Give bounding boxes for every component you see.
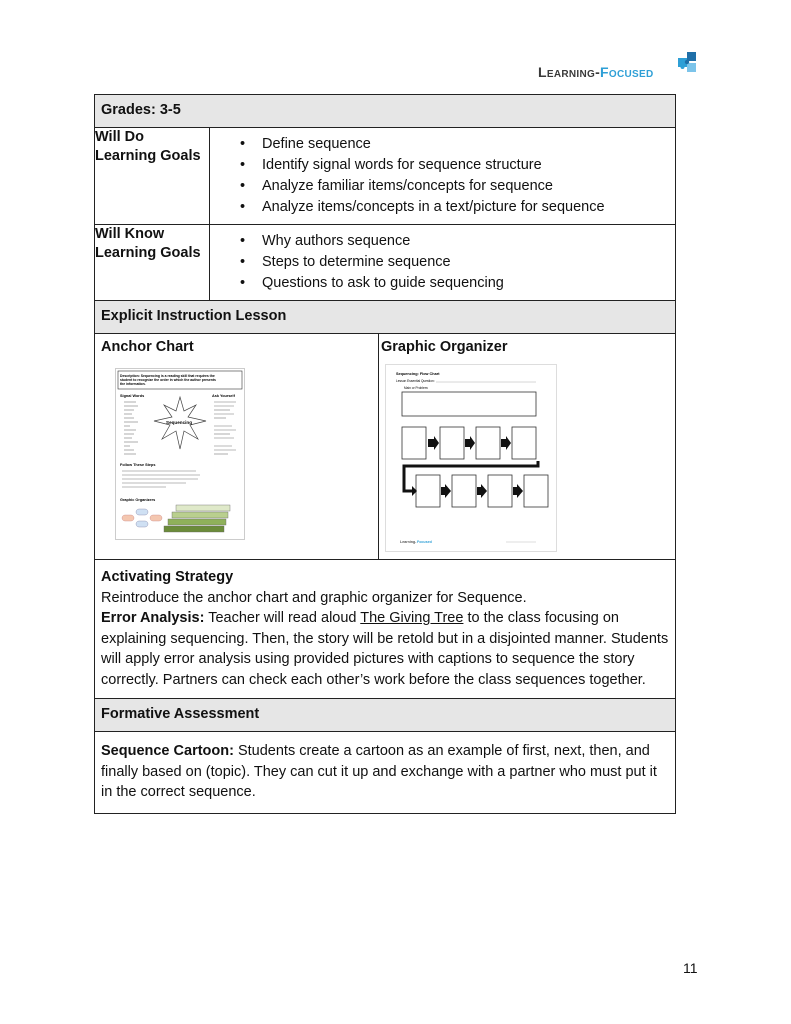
will-know-label bbox=[95, 225, 210, 301]
error-analysis-text-b: to the class focusing on explaining sequencing. Then, the story will be retold but in a disjointed manner. Students will apply error analysis using provided pictures with captions to sequence the story correctly. Partners can check each other’s work before the class sequences together. bbox=[101, 610, 669, 688]
svg-text:Lesson Essential Question:: Lesson Essential Question: bbox=[396, 379, 435, 383]
will-know-label-line1: Will Know bbox=[95, 226, 165, 242]
explicit-instruction-header bbox=[95, 301, 676, 334]
book-title: The Giving Tree bbox=[360, 610, 464, 626]
svg-text:Sequencing: Flow Chart: Sequencing: Flow Chart bbox=[396, 372, 440, 376]
list-item: • Analyze items/concepts in a text/picture for sequence bbox=[240, 197, 675, 218]
list-item: • Steps to determine sequence bbox=[240, 252, 675, 273]
svg-text:Follow These Steps: Follow These Steps bbox=[120, 463, 156, 467]
logo-part1: Learning bbox=[538, 64, 596, 80]
graphic-organizer-title: Graphic Organizer bbox=[381, 339, 508, 355]
will-know-list bbox=[210, 225, 675, 300]
error-analysis-text-a: Teacher will read aloud bbox=[204, 610, 361, 626]
svg-text:the information.: the information. bbox=[120, 382, 146, 386]
activating-line1: Reintroduce the anchor chart and graphic organizer for Sequence. bbox=[101, 589, 527, 606]
svg-text:Main or Problem:: Main or Problem: bbox=[404, 386, 429, 390]
formative-assessment-header bbox=[95, 699, 676, 732]
svg-text:Signal Words: Signal Words bbox=[120, 394, 145, 398]
will-do-label-line2: Learning Goals bbox=[95, 148, 201, 164]
graphic-organizer-image bbox=[385, 364, 557, 552]
logo-text bbox=[538, 64, 653, 80]
svg-text:Ask Yourself: Ask Yourself bbox=[212, 394, 235, 398]
svg-text:Focused: Focused bbox=[417, 540, 432, 544]
activating-strategy-cell bbox=[95, 560, 676, 699]
error-analysis-label: Error Analysis: bbox=[101, 610, 205, 626]
puzzle-icon bbox=[674, 50, 700, 76]
list-item: • Why authors sequence bbox=[240, 231, 675, 252]
explicit-instruction-title: Explicit Instruction Lesson bbox=[101, 308, 287, 324]
grades-text: Grades: 3-5 bbox=[101, 102, 181, 118]
will-do-label bbox=[95, 128, 210, 225]
anchor-chart-title: Anchor Chart bbox=[101, 339, 194, 355]
error-analysis-paragraph bbox=[101, 608, 669, 690]
svg-text:Graphic Organizers: Graphic Organizers bbox=[120, 498, 156, 502]
will-know-label-line2: Learning Goals bbox=[95, 245, 201, 261]
sequence-cartoon-label: Sequence Cartoon: bbox=[101, 743, 234, 759]
grades-header bbox=[95, 95, 676, 128]
svg-text:student to recognize the order: student to recognize the order in which the author presents bbox=[120, 378, 216, 382]
learning-focused-logo bbox=[538, 58, 698, 86]
graphic-organizer-cell bbox=[379, 334, 676, 559]
sequence-cartoon-text: Students create a cartoon as an example of first, next, then, and finally based on (topic). They can cut it up and exchange with a partner who must put it in the correct sequence. bbox=[101, 743, 657, 800]
formative-assessment-title: Formative Assessment bbox=[101, 706, 260, 722]
svg-text:Description: Sequencing is a r: Description: Sequencing is a reading skill that requires the bbox=[120, 374, 215, 378]
lesson-table bbox=[94, 94, 676, 814]
page-number: 11 bbox=[683, 960, 698, 976]
formative-assessment-cell bbox=[95, 732, 676, 814]
will-do-list bbox=[210, 128, 675, 224]
svg-text:Learning-: Learning- bbox=[400, 540, 417, 544]
svg-text:Sequencing: Sequencing bbox=[166, 420, 193, 425]
activating-strategy bbox=[95, 560, 675, 698]
will-do-label-line1: Will Do bbox=[95, 129, 145, 145]
anchor-chart-image bbox=[115, 368, 245, 540]
anchor-chart-cell bbox=[95, 334, 379, 559]
formative-paragraph bbox=[95, 732, 675, 813]
logo-part2: Focused bbox=[600, 64, 654, 80]
will-do-goals bbox=[210, 128, 676, 225]
list-item: • Define sequence bbox=[240, 134, 675, 155]
image-row bbox=[95, 334, 676, 560]
activating-title: Activating Strategy bbox=[101, 569, 234, 585]
logo-dash: - bbox=[595, 64, 601, 80]
list-item: • Identify signal words for sequence structure bbox=[240, 155, 675, 176]
list-item: • Analyze familiar items/concepts for sequence bbox=[240, 176, 675, 197]
list-item: • Questions to ask to guide sequencing bbox=[240, 273, 675, 294]
will-know-goals bbox=[210, 225, 676, 301]
